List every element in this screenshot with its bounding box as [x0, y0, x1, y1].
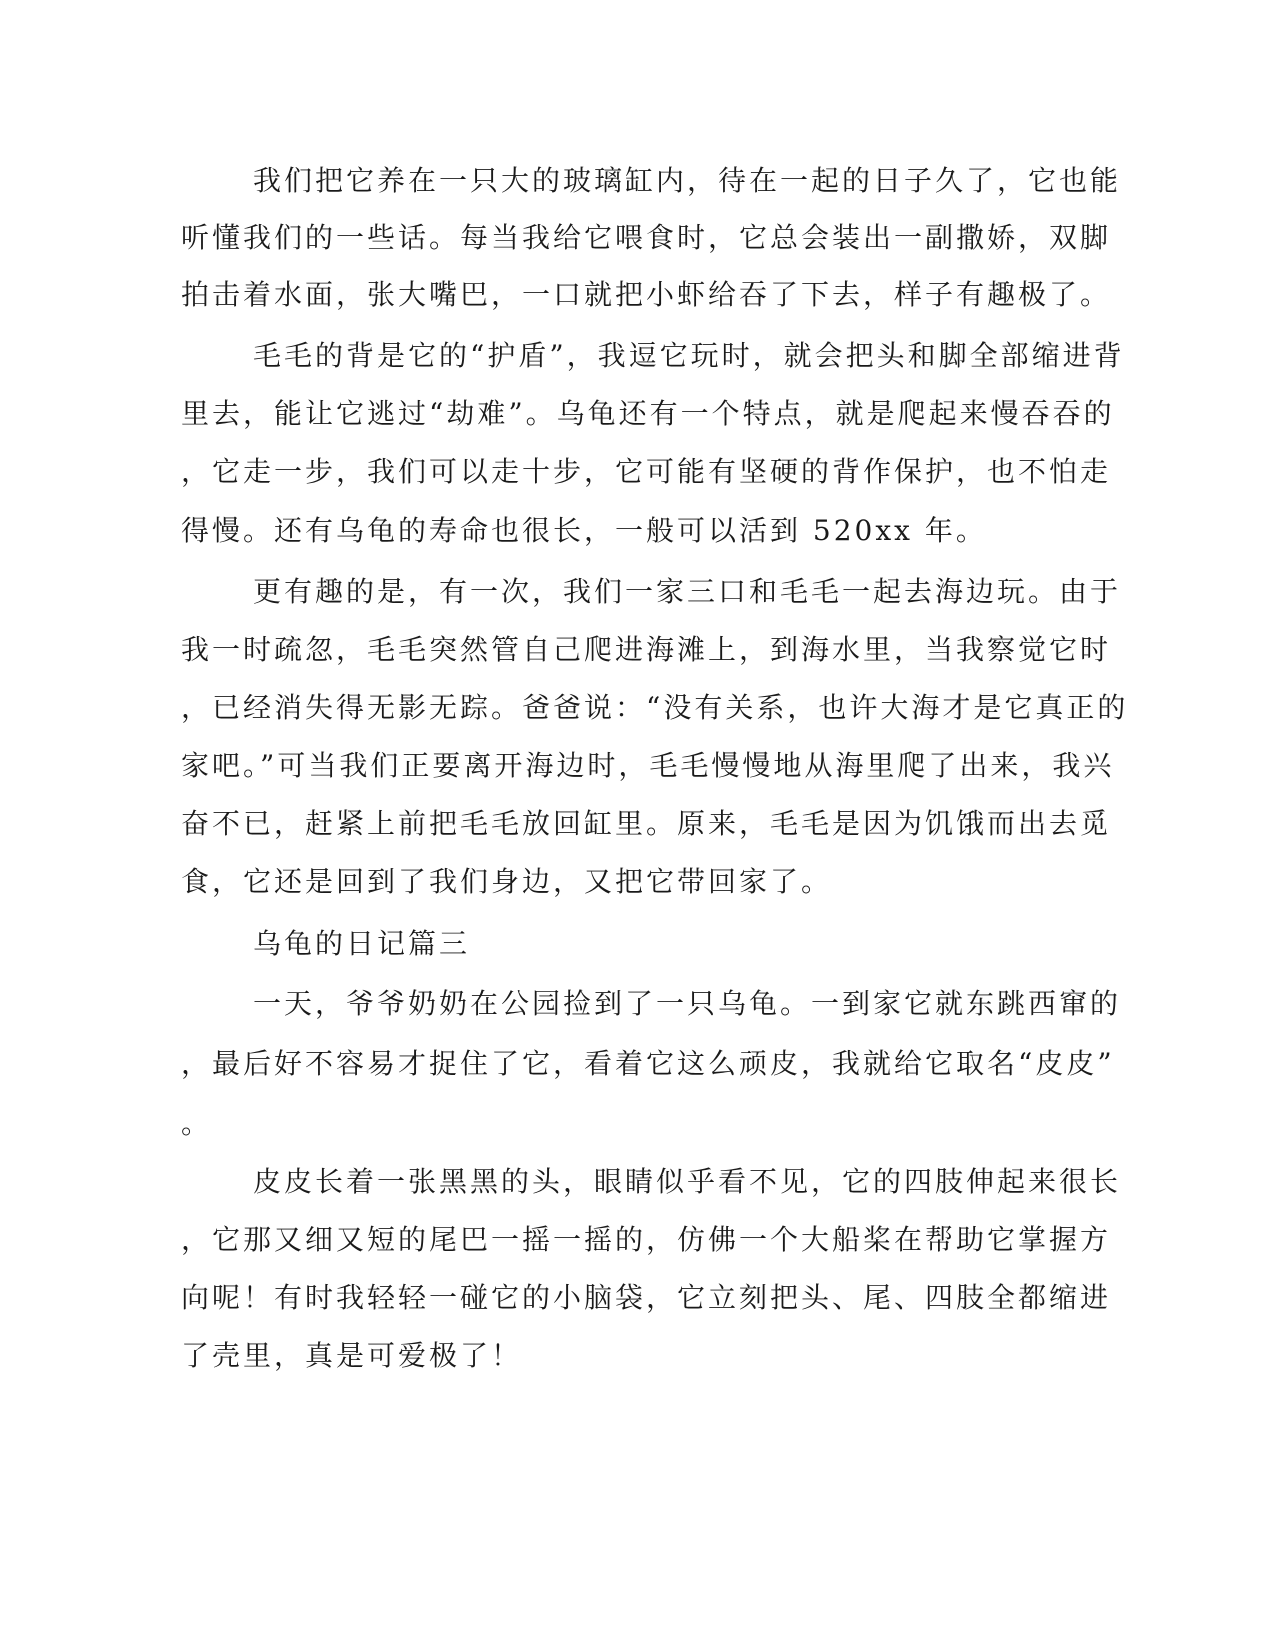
text-line	[0, 501, 1275, 561]
line-text: 奋不已，赶紧上前把毛毛放回缸里。原来，毛毛是因为饥饿而出去觅	[181, 807, 1112, 840]
line-text: 一天，爷爷奶奶在公园捡到了一只乌龟。一到家它就东跳西窜的	[253, 987, 1122, 1020]
line-text: 了壳里，真是可爱极了！	[181, 1339, 523, 1372]
line-text: 毛毛的背是它的“护盾”，我逗它玩时，就会把头和脚全部缩进背	[253, 339, 1125, 372]
text-line	[0, 620, 1275, 680]
line-text: 拍击着水面，张大嘴巴，一口就把小虾给吞了下去，样子有趣极了。	[181, 278, 1112, 311]
line-text: 家吧。”可当我们正要离开海边时，毛毛慢慢地从海里爬了出来，我兴	[181, 749, 1115, 782]
line-text: 里去，能让它逃过“劫难”。乌龟还有一个特点，就是爬起来慢吞吞的	[181, 397, 1115, 430]
line-text: 。	[181, 1107, 213, 1140]
text-line	[0, 326, 1275, 386]
text-line	[0, 974, 1275, 1034]
line-text: 皮皮长着一张黑黑的头，眼睛似乎看不见，它的四肢伸起来很长	[253, 1165, 1122, 1198]
text-line	[0, 678, 1275, 738]
line-text: ，它走一步，我们可以走十步，它可能有坚硬的背作保护，也不怕走	[181, 455, 1112, 488]
text-line	[0, 852, 1275, 912]
text-line	[0, 384, 1275, 444]
line-text: ，最后好不容易才捉住了它，看着它这么顽皮，我就给它取名“皮皮”	[181, 1047, 1115, 1080]
line-text: 我一时疏忽，毛毛突然管自己爬进海滩上，到海水里，当我察觉它时	[181, 633, 1112, 666]
text-line	[0, 1326, 1275, 1386]
heading-text: 乌龟的日记篇三	[253, 927, 471, 960]
text-line	[0, 1152, 1275, 1212]
text-line	[0, 151, 1275, 211]
text-line	[0, 794, 1275, 854]
text-line	[0, 1094, 1275, 1154]
text-line	[0, 1034, 1275, 1094]
line-text: 我们把它养在一只大的玻璃缸内，待在一起的日子久了，它也能	[253, 164, 1122, 197]
text-line	[0, 442, 1275, 502]
text-line	[0, 208, 1275, 268]
text-line	[0, 562, 1275, 622]
section-heading	[0, 914, 1275, 974]
text-line	[0, 265, 1275, 325]
line-text: ，它那又细又短的尾巴一摇一摇的，仿佛一个大船桨在帮助它掌握方	[181, 1223, 1112, 1256]
text-line	[0, 1210, 1275, 1270]
line-text: ，已经消失得无影无踪。爸爸说：“没有关系，也许大海才是它真正的	[181, 691, 1129, 724]
line-text: 食，它还是回到了我们身边，又把它带回家了。	[181, 865, 833, 898]
line-text: 听懂我们的一些话。每当我给它喂食时，它总会装出一副撒娇，双脚	[181, 221, 1112, 254]
line-text: 更有趣的是，有一次，我们一家三口和毛毛一起去海边玩。由于	[253, 575, 1122, 608]
line-text: 得慢。还有乌龟的寿命也很长，一般可以活到 520xx 年。	[181, 514, 987, 547]
text-line	[0, 736, 1275, 796]
text-line	[0, 1268, 1275, 1328]
line-text: 向呢！有时我轻轻一碰它的小脑袋，它立刻把头、尾、四肢全都缩进	[181, 1281, 1112, 1314]
